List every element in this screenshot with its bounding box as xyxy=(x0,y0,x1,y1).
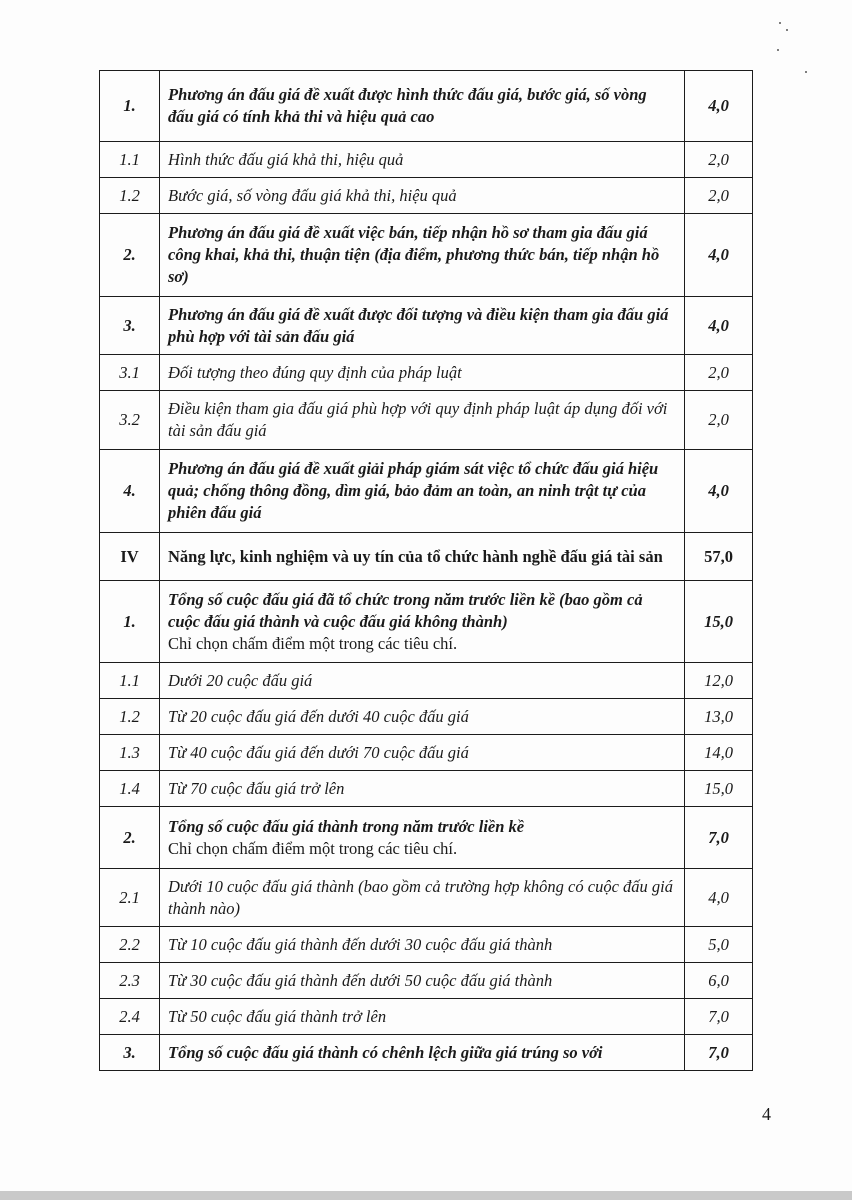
scoring-criteria-table xyxy=(99,70,753,1071)
row-criterion xyxy=(160,214,685,297)
criterion-text: Dưới 10 cuộc đấu giá thành (bao gồm cả trường hợp không có cuộc đấu giá thành nào) xyxy=(168,876,673,918)
row-criterion xyxy=(160,581,685,663)
row-score: 4,0 xyxy=(685,869,753,927)
scan-edge xyxy=(0,1191,852,1200)
row-score: 4,0 xyxy=(685,214,753,297)
criterion-text: Phương án đấu giá đề xuất việc bán, tiếp nhận hồ sơ tham gia đấu giá công khai, khả thi, thuận tiện (địa điểm, phương thức bán, tiếp nhận hồ sơ) xyxy=(168,223,660,286)
row-criterion xyxy=(160,927,685,963)
row-criterion xyxy=(160,450,685,533)
row-number: 1.2 xyxy=(100,178,160,214)
row-criterion xyxy=(160,391,685,450)
criterion-note: Chỉ chọn chấm điểm một trong các tiêu chí. xyxy=(168,838,458,858)
row-criterion xyxy=(160,1035,685,1071)
row-score: 7,0 xyxy=(685,807,753,869)
criterion-text: Từ 70 cuộc đấu giá trở lên xyxy=(168,778,345,798)
row-number: 2.4 xyxy=(100,999,160,1035)
row-number: 1.4 xyxy=(100,771,160,807)
row-score: 4,0 xyxy=(685,71,753,142)
row-number: 2. xyxy=(100,214,160,297)
scan-speck xyxy=(777,49,779,51)
table-row xyxy=(100,450,753,533)
scan-speck xyxy=(786,29,788,31)
row-criterion xyxy=(160,771,685,807)
row-score: 4,0 xyxy=(685,297,753,355)
table-row xyxy=(100,581,753,663)
row-number: 1. xyxy=(100,581,160,663)
row-score: 14,0 xyxy=(685,735,753,771)
criterion-text: Điều kiện tham gia đấu giá phù hợp với quy định pháp luật áp dụng đối với tài sản đấu giá xyxy=(168,399,668,440)
table-row xyxy=(100,999,753,1035)
table-body xyxy=(100,71,753,1071)
criterion-text: Đối tượng theo đúng quy định của pháp luật xyxy=(168,362,462,382)
table-row xyxy=(100,869,753,927)
row-score: 6,0 xyxy=(685,963,753,999)
row-criterion xyxy=(160,963,685,999)
row-number: 1.1 xyxy=(100,663,160,699)
table-row xyxy=(100,178,753,214)
row-number: 2.2 xyxy=(100,927,160,963)
table-row xyxy=(100,699,753,735)
row-score: 4,0 xyxy=(685,450,753,533)
row-number: IV xyxy=(100,533,160,581)
criterion-text: Năng lực, kinh nghiệm và uy tín của tổ chức hành nghề đấu giá tài sản xyxy=(168,546,663,566)
row-score: 2,0 xyxy=(685,178,753,214)
criterion-text: Từ 20 cuộc đấu giá đến dưới 40 cuộc đấu giá xyxy=(168,706,469,726)
criterion-text: Dưới 20 cuộc đấu giá xyxy=(168,670,313,690)
row-criterion xyxy=(160,699,685,735)
criterion-note: Chỉ chọn chấm điểm một trong các tiêu chí. xyxy=(168,633,458,653)
row-score: 15,0 xyxy=(685,581,753,663)
row-number: 1.2 xyxy=(100,699,160,735)
row-criterion xyxy=(160,869,685,927)
row-criterion xyxy=(160,142,685,178)
table-row xyxy=(100,142,753,178)
row-criterion xyxy=(160,71,685,142)
table-row xyxy=(100,391,753,450)
table-row xyxy=(100,355,753,391)
table-row xyxy=(100,663,753,699)
row-number: 1.1 xyxy=(100,142,160,178)
criterion-text: Phương án đấu giá đề xuất được đối tượng và điều kiện tham gia đấu giá phù hợp với tài sản đấu giá xyxy=(168,304,669,346)
criterion-text: Từ 50 cuộc đấu giá thành trở lên xyxy=(168,1006,387,1026)
page-number: 4 xyxy=(762,1104,771,1124)
row-number: 1.3 xyxy=(100,735,160,771)
criterion-text: Phương án đấu giá đề xuất giải pháp giám sát việc tổ chức đấu giá hiệu quả; chống thông đồng, dìm giá, bảo đảm an toàn, an ninh trật tự của phiên đấu giá xyxy=(168,459,659,522)
criterion-text: Tổng số cuộc đấu giá thành có chênh lệch giữa giá trúng so với xyxy=(168,1042,603,1062)
criterion-text: Từ 30 cuộc đấu giá thành đến dưới 50 cuộc đấu giá thành xyxy=(168,970,553,990)
row-number: 3. xyxy=(100,1035,160,1071)
row-score: 7,0 xyxy=(685,999,753,1035)
row-number: 2.1 xyxy=(100,869,160,927)
table-row xyxy=(100,297,753,355)
criterion-text: Từ 40 cuộc đấu giá đến dưới 70 cuộc đấu giá xyxy=(168,742,469,762)
table-row xyxy=(100,735,753,771)
row-number: 2.3 xyxy=(100,963,160,999)
criterion-text: Bước giá, số vòng đấu giá khả thi, hiệu quả xyxy=(168,185,457,205)
row-criterion xyxy=(160,735,685,771)
table-row xyxy=(100,533,753,581)
row-criterion xyxy=(160,533,685,581)
row-score: 15,0 xyxy=(685,771,753,807)
row-criterion xyxy=(160,178,685,214)
row-score: 13,0 xyxy=(685,699,753,735)
scan-speck xyxy=(805,71,807,73)
table-row xyxy=(100,963,753,999)
row-number: 2. xyxy=(100,807,160,869)
row-number: 3.1 xyxy=(100,355,160,391)
criterion-text: Tổng số cuộc đấu giá thành trong năm trước liền kề xyxy=(168,816,525,836)
row-criterion xyxy=(160,663,685,699)
row-number: 3.2 xyxy=(100,391,160,450)
criterion-text: Tổng số cuộc đấu giá đã tổ chức trong năm trước liền kề (bao gồm cả cuộc đấu giá thành và cuộc đấu giá không thành) xyxy=(168,589,643,631)
criterion-text: Phương án đấu giá đề xuất được hình thức đấu giá, bước giá, số vòng đấu giá có tính khả thi và hiệu quả cao xyxy=(168,85,647,126)
table-row xyxy=(100,771,753,807)
row-criterion xyxy=(160,355,685,391)
row-score: 2,0 xyxy=(685,355,753,391)
criterion-text: Từ 10 cuộc đấu giá thành đến dưới 30 cuộc đấu giá thành xyxy=(168,934,553,954)
row-number: 4. xyxy=(100,450,160,533)
table-row xyxy=(100,807,753,869)
row-score: 5,0 xyxy=(685,927,753,963)
row-criterion xyxy=(160,999,685,1035)
table-row xyxy=(100,71,753,142)
row-criterion xyxy=(160,297,685,355)
row-score: 2,0 xyxy=(685,142,753,178)
row-score: 2,0 xyxy=(685,391,753,450)
table-row xyxy=(100,1035,753,1071)
table-row xyxy=(100,927,753,963)
row-score: 12,0 xyxy=(685,663,753,699)
table-row xyxy=(100,214,753,297)
scan-speck xyxy=(779,22,781,24)
row-score: 57,0 xyxy=(685,533,753,581)
row-number: 3. xyxy=(100,297,160,355)
row-score: 7,0 xyxy=(685,1035,753,1071)
row-number: 1. xyxy=(100,71,160,142)
row-criterion xyxy=(160,807,685,869)
criterion-text: Hình thức đấu giá khả thi, hiệu quả xyxy=(168,149,404,169)
